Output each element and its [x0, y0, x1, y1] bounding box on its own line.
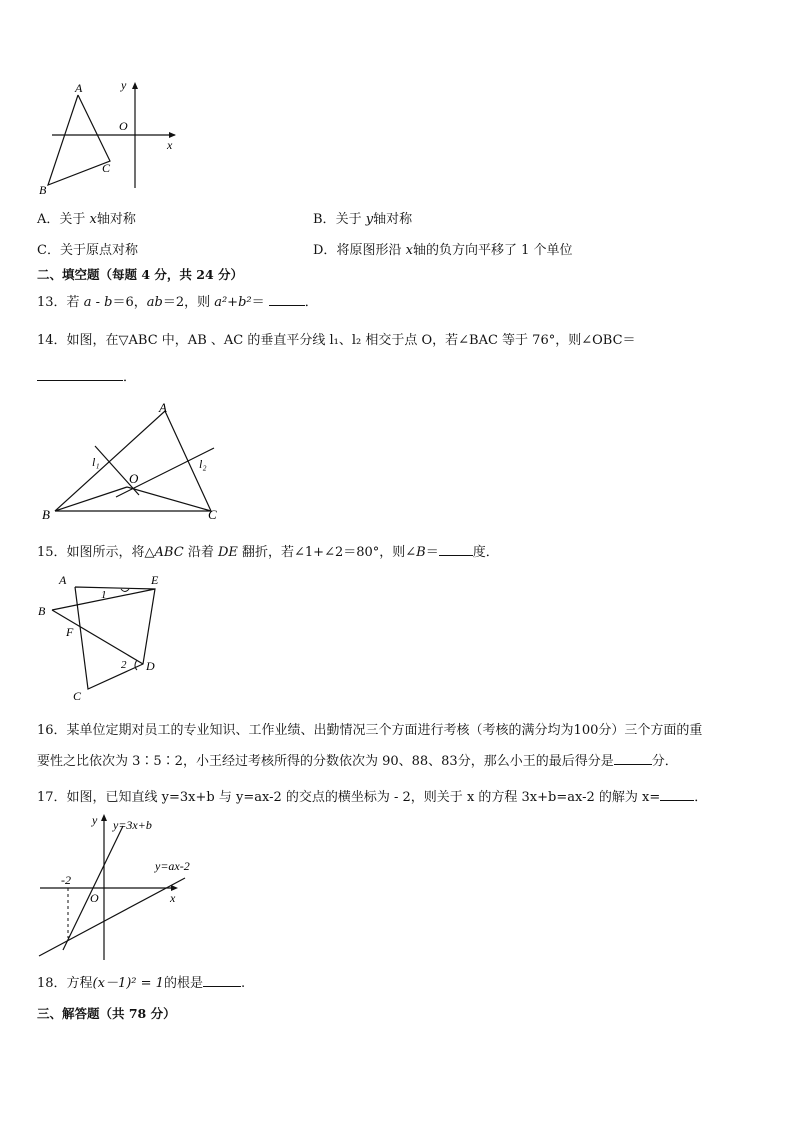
label-A: A: [159, 400, 167, 415]
answer-blank-17[interactable]: [660, 788, 694, 801]
label-y: y: [121, 78, 127, 92]
question-16-line2: 要性之比依次为 3∶5∶2，小王经过考核所得的分数依次为 90、88、83分，那么小王的最后得分是 分．: [37, 754, 678, 769]
question-13: 13．若 a - b＝6，ab＝2，则 a²+b²＝ ．: [37, 295, 318, 310]
question-15: 15．如图所示，将△ABC 沿着 DE 翻折，若∠1+∠2＝80°，则∠B＝ 度．: [37, 545, 499, 560]
option-b: B．关于 y轴对称: [313, 212, 413, 227]
label-1: 1: [101, 589, 107, 601]
question-16-line1: 16．某单位定期对员工的专业知识、工作业绩、出勤情况三个方面进行考核（考核的满分均为100分）三个方面的重: [37, 723, 703, 738]
answer-blank-16[interactable]: [614, 752, 652, 765]
label-O: O: [129, 471, 139, 486]
label-C: C: [73, 689, 82, 703]
label-B: B: [38, 604, 46, 618]
option-a: A．关于 x轴对称: [37, 212, 136, 227]
question-14: 14．如图，在▽ABC 中，AB 、AC 的垂直平分线 l₁、l₂ 相交于点 O，若∠BAC 等于 76°，则∠OBC＝: [37, 333, 636, 348]
option-d: D．将原图形沿 x轴的负方向平移了 1 个单位: [313, 243, 573, 258]
label-O: O: [119, 119, 128, 133]
label-D: D: [146, 659, 155, 673]
y-axis-arrow: [101, 814, 107, 821]
angle-2-arc: [135, 660, 137, 670]
section3-title: 三、解答题（共 78 分）: [37, 1006, 176, 1021]
option-c: C．关于原点对称: [37, 243, 138, 258]
answer-blank-14[interactable]: ．: [37, 366, 136, 385]
q14-figure: [36, 398, 236, 523]
label-B: B: [42, 507, 50, 522]
label-O: O: [90, 891, 99, 905]
label-x: x: [167, 138, 173, 152]
label-C: C: [102, 161, 111, 175]
answer-blank-18[interactable]: [203, 974, 241, 987]
label-C: C: [208, 507, 217, 522]
label-E: E: [151, 573, 159, 587]
answer-blank-13[interactable]: [269, 293, 305, 306]
line-y-ax-2: [39, 878, 185, 956]
label-y-3x-b: y=3x+b: [113, 818, 152, 832]
section2-title: 二、填空题（每题 4 分，共 24 分）: [37, 267, 244, 282]
label-l1: l₁: [92, 455, 100, 469]
label-neg2: -2: [61, 873, 71, 887]
question-18: 18．方程(x－1)² = 1的根是 .: [37, 976, 246, 991]
label-A: A: [59, 573, 67, 587]
y-axis-arrow: [132, 82, 138, 89]
label-B: B: [39, 183, 47, 197]
label-F: F: [66, 625, 74, 639]
label-2: 2: [121, 659, 127, 671]
label-x: x: [170, 891, 176, 905]
line-bo: [55, 487, 127, 511]
q17-figure: [35, 812, 205, 962]
angle-1-arc: [121, 589, 129, 592]
q12-figure: [35, 78, 185, 198]
label-y: y: [92, 813, 98, 827]
label-l2: l₂: [199, 457, 207, 471]
q15-figure: [33, 570, 173, 705]
equation: (x－1)² = 1: [92, 976, 164, 991]
answer-blank-15[interactable]: [439, 543, 473, 556]
triangle-abc: [48, 95, 110, 185]
label-y-ax-2: y=ax-2: [155, 859, 190, 873]
line-oc: [127, 487, 211, 511]
label-A: A: [75, 81, 83, 95]
question-17: 17．如图，已知直线 y=3x+b 与 y=ax-2 的交点的横坐标为 - 2，则关于 x 的方程 3x+b=ax-2 的解为 x= ．: [37, 790, 708, 805]
